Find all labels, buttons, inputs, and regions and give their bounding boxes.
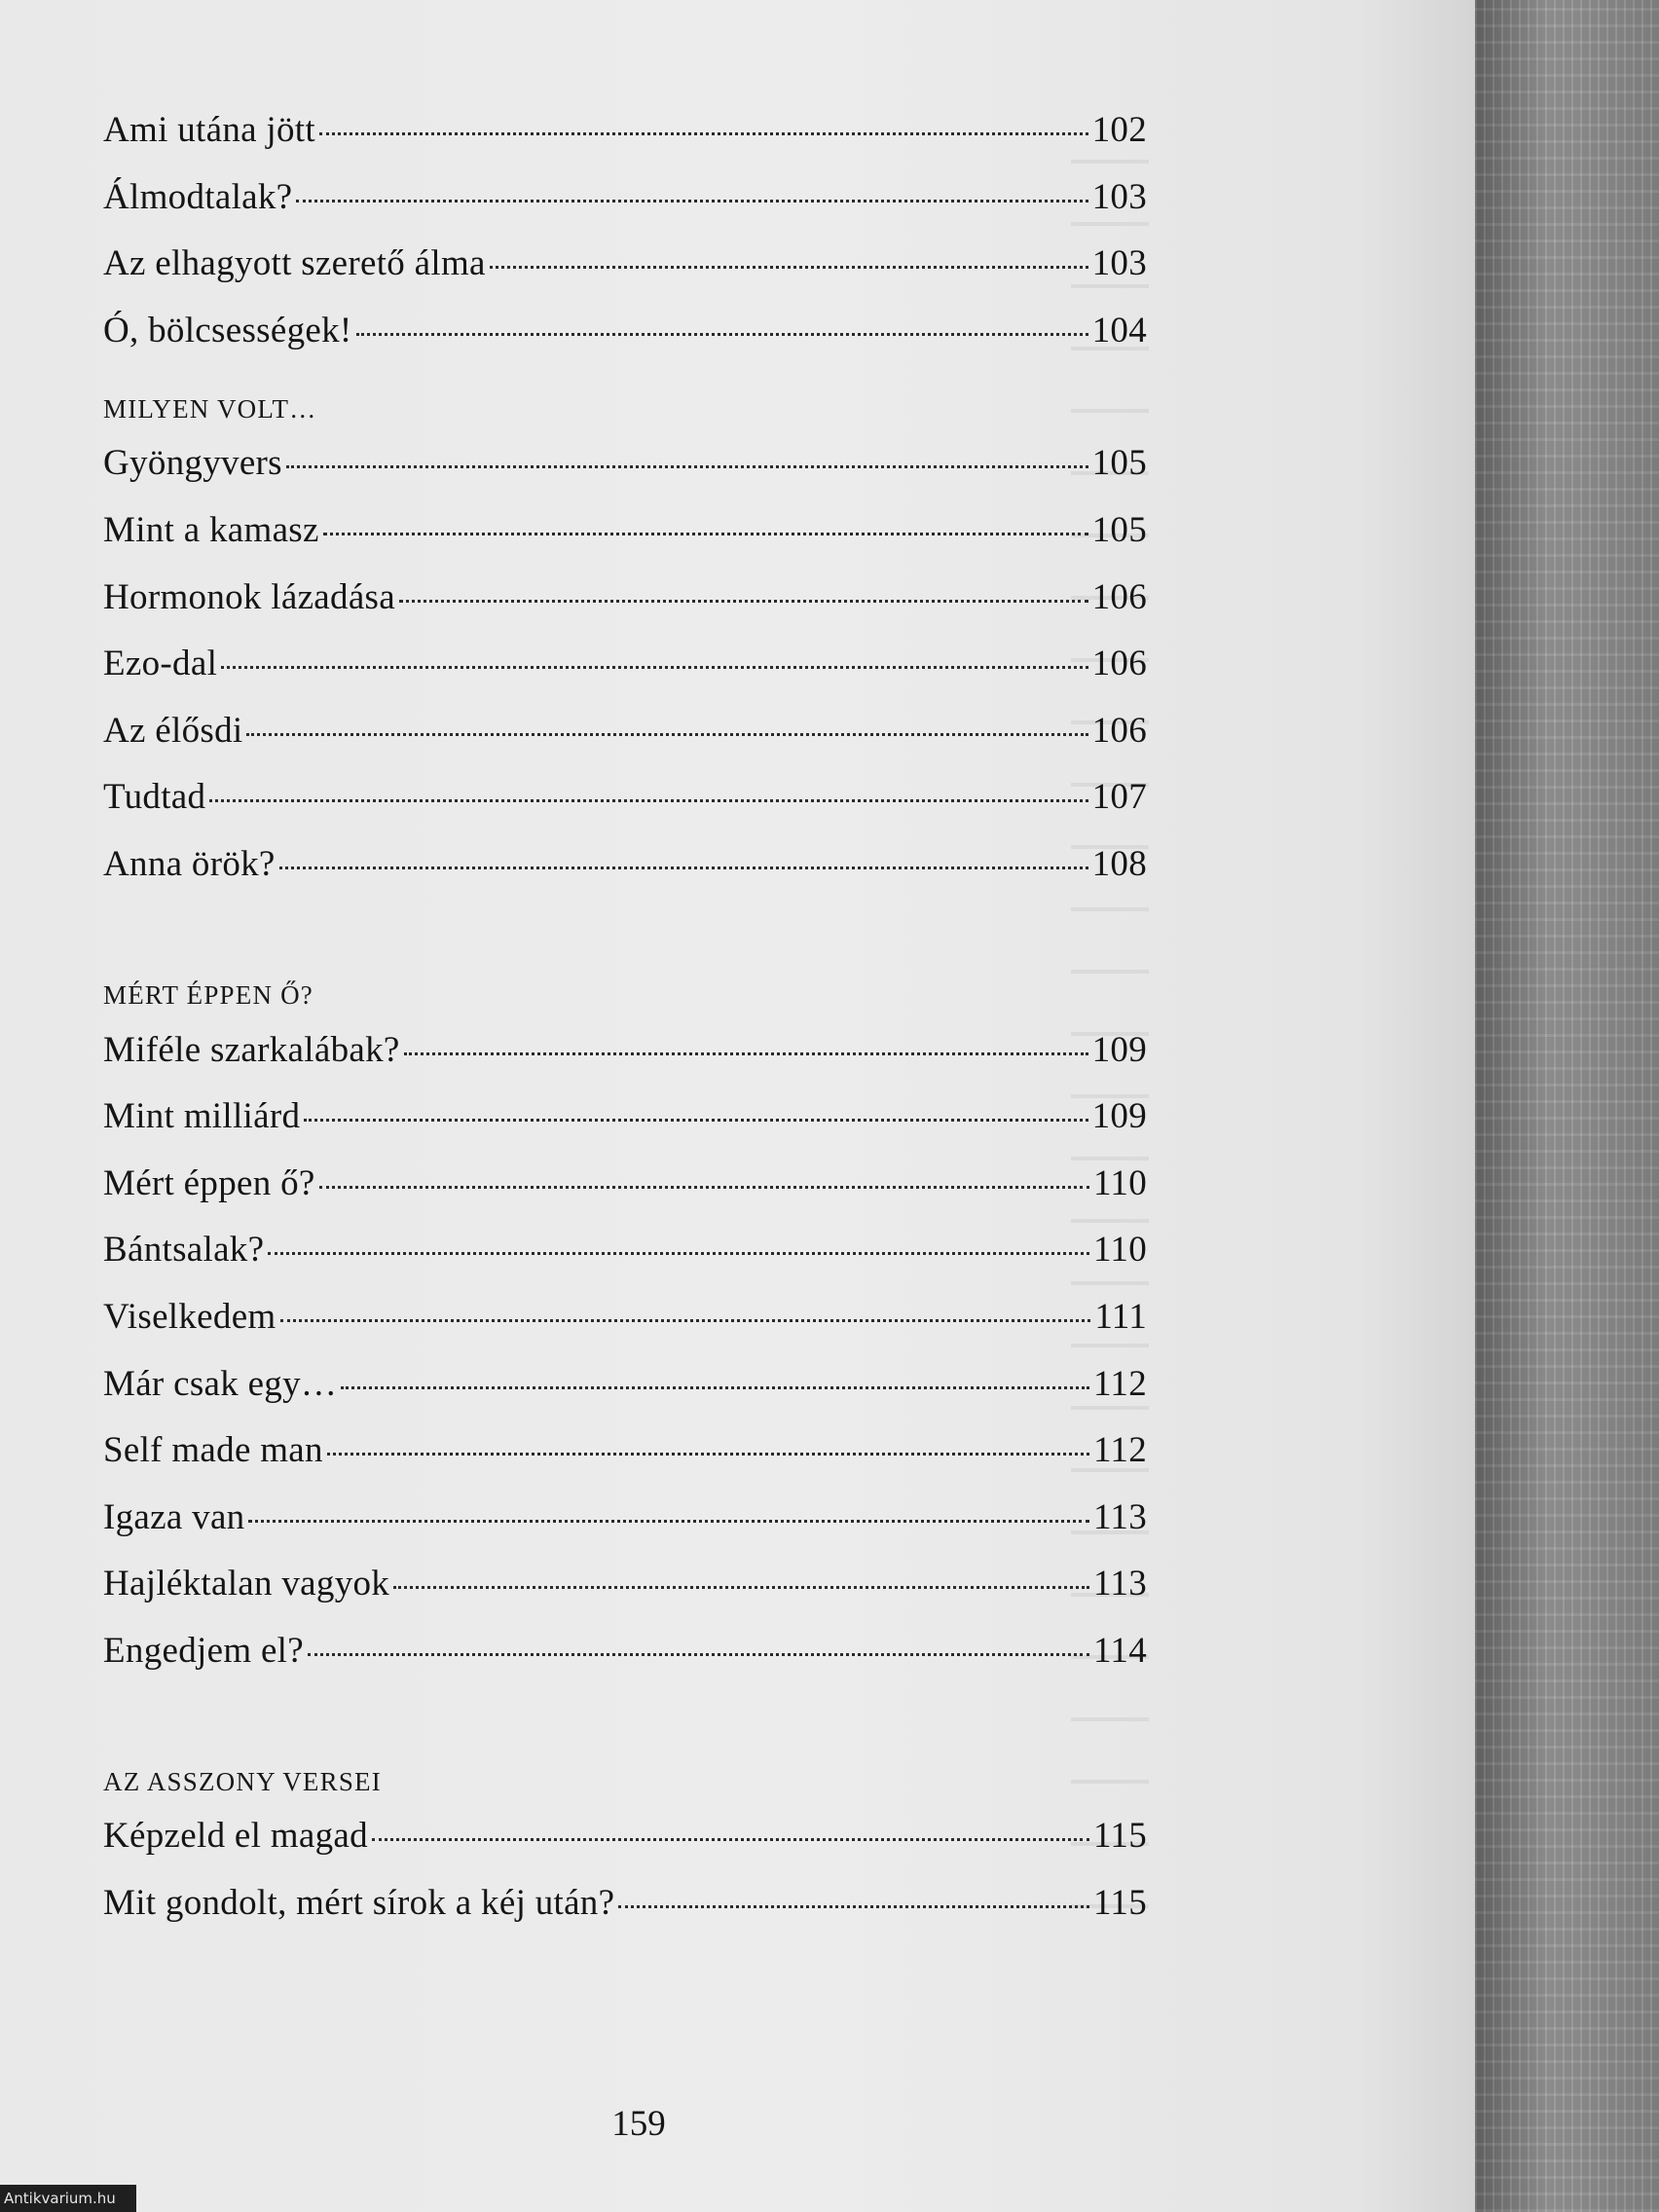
dot-leader <box>296 200 1088 203</box>
entry-page-number: 112 <box>1092 1430 1147 1471</box>
dot-leader <box>372 1838 1089 1841</box>
dot-leader <box>327 1453 1089 1456</box>
toc-entry <box>103 1882 1147 1949</box>
dot-leader <box>399 600 1088 603</box>
entry-title: Ezo-dal <box>103 644 218 684</box>
entry-title: Hormonok lázadása <box>103 576 395 617</box>
entry-title: Igaza van <box>103 1496 245 1537</box>
entry-page-number: 106 <box>1091 576 1147 617</box>
toc-entry <box>103 1229 1147 1296</box>
toc-entry <box>103 442 1147 509</box>
toc-entry <box>103 1162 1147 1230</box>
toc-entry <box>103 176 1147 243</box>
entry-title: Engedjem el? <box>103 1630 304 1671</box>
toc-entry <box>103 1363 1147 1430</box>
entry-title: Miféle szarkalábak? <box>103 1029 400 1070</box>
dot-leader <box>221 666 1088 669</box>
section-gap <box>103 910 1147 963</box>
entry-title: Mint milliárd <box>103 1096 301 1137</box>
entry-page-number: 106 <box>1091 710 1147 751</box>
dot-leader <box>323 533 1088 535</box>
entry-title: Viselkedem <box>103 1296 276 1337</box>
entry-title: Gyöngyvers <box>103 443 282 484</box>
entry-page-number: 111 <box>1094 1296 1147 1337</box>
dot-leader <box>618 1905 1089 1908</box>
section-heading: AZ ASSZONY VERSEI <box>103 1766 382 1796</box>
dot-leader <box>280 1319 1091 1322</box>
dot-leader <box>341 1386 1089 1389</box>
dot-leader <box>356 333 1088 336</box>
toc-entry <box>103 776 1147 843</box>
toc-entry <box>103 710 1147 777</box>
entry-title: Már csak egy… <box>103 1363 338 1404</box>
entry-page-number: 113 <box>1092 1564 1147 1604</box>
entry-page-number: 110 <box>1092 1162 1147 1203</box>
entry-title: Ami utána jött <box>103 110 315 150</box>
page-number: 159 <box>611 2104 666 2144</box>
toc-entry <box>103 1296 1147 1363</box>
entry-title: Bántsalak? <box>103 1230 265 1271</box>
entry-page-number: 105 <box>1091 443 1147 484</box>
dot-leader <box>279 866 1088 869</box>
entry-page-number: 109 <box>1091 1029 1147 1070</box>
toc-entry <box>103 109 1147 176</box>
toc-entry <box>103 1496 1147 1564</box>
entry-page-number: 104 <box>1091 310 1147 350</box>
dot-leader <box>246 733 1088 736</box>
entry-page-number: 103 <box>1091 243 1147 284</box>
toc-entry <box>103 1563 1147 1630</box>
entry-title: Mint a kamasz <box>103 509 319 550</box>
entry-title: Az elhagyott szerető álma <box>103 243 486 284</box>
toc-entry <box>103 310 1147 377</box>
entry-page-number: 114 <box>1092 1630 1147 1671</box>
entry-title: Ó, bölcsességek! <box>103 310 352 350</box>
dot-leader <box>304 1119 1088 1122</box>
entry-title: Self made man <box>103 1430 323 1471</box>
entry-title: Mért éppen ő? <box>103 1162 315 1203</box>
dot-leader <box>209 799 1088 802</box>
entry-title: Az élősdi <box>103 710 243 751</box>
entry-title: Tudtad <box>103 777 206 818</box>
dot-leader <box>490 266 1088 269</box>
entry-page-number: 108 <box>1091 843 1147 884</box>
table-of-contents <box>103 109 1147 1949</box>
entry-page-number: 102 <box>1091 110 1147 150</box>
entry-page-number: 115 <box>1092 1883 1147 1924</box>
toc-entry <box>103 1630 1147 1697</box>
section-heading: MÉRT ÉPPEN Ő? <box>103 980 313 1011</box>
dot-leader <box>319 132 1088 135</box>
entry-title: Hajléktalan vagyok <box>103 1564 390 1604</box>
dot-leader <box>404 1052 1088 1055</box>
toc-entry <box>103 576 1147 644</box>
section-gap <box>103 1696 1147 1749</box>
book-spine-background <box>1475 0 1659 2212</box>
entry-page-number: 105 <box>1091 509 1147 550</box>
dot-leader <box>248 1520 1089 1523</box>
toc-entry <box>103 1429 1147 1496</box>
entry-page-number: 109 <box>1091 1096 1147 1137</box>
dot-leader <box>393 1586 1089 1589</box>
entry-page-number: 107 <box>1091 777 1147 818</box>
toc-entry <box>103 242 1147 310</box>
entry-page-number: 106 <box>1091 644 1147 684</box>
entry-title: Mit gondolt, mért sírok a kéj után? <box>103 1883 615 1924</box>
dot-leader <box>268 1252 1089 1255</box>
toc-entry <box>103 643 1147 710</box>
entry-page-number: 103 <box>1091 176 1147 217</box>
dot-leader <box>319 1186 1089 1189</box>
section-heading: MILYEN VOLT… <box>103 393 317 424</box>
entry-page-number: 115 <box>1092 1816 1147 1857</box>
dot-leader <box>308 1653 1089 1656</box>
toc-entry <box>103 1029 1147 1096</box>
entry-title: Képzeld el magad <box>103 1816 368 1857</box>
toc-entry <box>103 1815 1147 1882</box>
dot-leader <box>286 465 1088 468</box>
entry-page-number: 113 <box>1092 1496 1147 1537</box>
entry-page-number: 112 <box>1092 1363 1147 1404</box>
toc-entry <box>103 509 1147 576</box>
entry-page-number: 110 <box>1092 1230 1147 1271</box>
entry-title: Álmodtalak? <box>103 176 293 217</box>
entry-title: Anna örök? <box>103 843 276 884</box>
watermark-label: Antikvarium.hu <box>0 2185 136 2212</box>
toc-entry <box>103 843 1147 910</box>
toc-entry <box>103 1095 1147 1162</box>
